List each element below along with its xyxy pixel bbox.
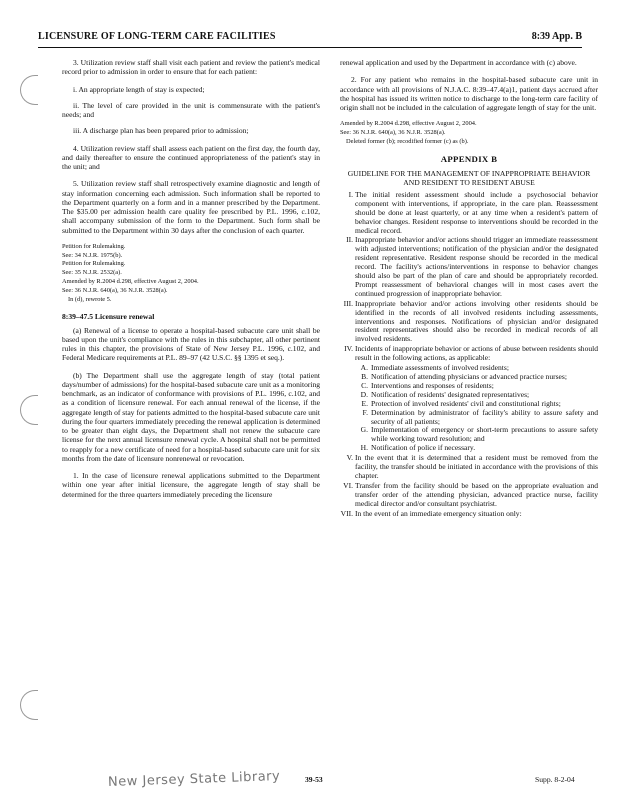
history-note [340, 120, 598, 145]
paragraph-b-1: 1. In the case of licensure renewal applications submitted to the Department within one year after initial licensure, the aggregate length of stay shall be determined for the three quarters immediately preceding the licensure [62, 471, 320, 499]
history-line: See: 34 N.J.R. 1975(b). [62, 251, 123, 259]
binder-hole [20, 395, 38, 425]
history-line: Deleted former (b); recodified former (c) as (b). [346, 137, 469, 145]
guideline-list [340, 191, 598, 519]
running-header [38, 30, 582, 48]
history-note [62, 243, 320, 304]
paragraph-3: 3. Utilization review staff shall visit each patient and review the patient's medical record prior to admission in order to ensure that for each patient: [62, 58, 320, 77]
paragraph-a: (a) Renewal of a license to operate a hospital-based subacute care unit shall be based upon the unit's compliance with the rules in this subchapter, all other pertinent rules in this chapter, the provisions of State of New Jersey P.L. 1996, c.102, and Federal Medicare requirements at P.L. 89–97 (42 U.S.C. §§ 1395 et seq.). [62, 325, 320, 363]
sub-list-item: H. Notification of police if necessary. [360, 443, 476, 453]
history-line: In (d), rewrote 5. [68, 295, 112, 303]
sub-list-item: B. Notification of attending physicians or advanced practice nurses; [361, 372, 567, 382]
header-section: 8:39 App. B [531, 31, 582, 42]
paragraph-2: 2. For any patient who remains in the hospital-based subacute care unit in accordance with all provisions of N.J.A.C. 8:39–47.4(a)1, patient days accrued after the hospital has issued its written notice to discharge to the long-term care facility of origin shall not be included in the calculation of aggregate length of stay for the unit. [340, 75, 598, 112]
page-number: 39-53 [305, 775, 323, 784]
sub-list-item: D. Notification of residents' designated representatives; [360, 389, 530, 399]
right-column [340, 58, 598, 520]
binder-hole [20, 75, 38, 105]
binder-hole [20, 690, 38, 720]
list-item: II. Inappropriate behavior and/or actions should trigger an immediate reassessment with adjusted interventions; notification of the physician and/or the designated resident representative. Resident response should be recorded in the medical record. The facility's actions/interventions in response to behavior changes should also be part of the plan of care and should be appropriately recorded. Prompt reassessment of behavioral changes will in most cases avert the continued progression of inappropriate behavior. [346, 235, 598, 298]
history-line: Amended by R.2004 d.298, effective August 2, 2004. [340, 120, 477, 128]
paragraph-b: (b) The Department shall use the aggregate length of stay (total patient days/number of admissions) for the hospital-based subacute care unit as a monitoring benchmark, as an indicator of conformance with provisions of P.L. 1996, c.102, and as a condition of licensure renewal. For each annual renewal of the license, if the aggregate length of stay for patients admitted to the hospital-based subacute care unit during the four quarters immediately preceding the renewal application is determined to be greater than eight days, the Department shall not renew the subacute care license for the next annual licensure renewal cycle. A hospital shall not be permitted to reapply for a new certificate of need for a hospital-based subacute care unit for six months from the date of licensure nonrenewal or revocation. [62, 370, 320, 463]
paragraph-4: 4. Utilization review staff shall assess each patient on the first day, the fourth day, and daily thereafter to ensure the continued appropriateness of the patient's stay in the unit; and [62, 143, 320, 171]
list-item: VI. Transfer from the facility should be based on the appropriate evaluation and transfer order of the attending physician, advanced practice nurse, facility medical director and/or consultant psychiatrist. [343, 480, 598, 508]
supplement-date: Supp. 8-2-04 [535, 775, 575, 784]
left-column [62, 58, 320, 507]
continued-paragraph: renewal application and used by the Department in accordance with (c) above. [340, 58, 577, 67]
history-line: See: 36 N.J.R. 640(a), 36 N.J.R. 3528(a). [340, 129, 446, 137]
paragraph-5: 5. Utilization review staff shall retrospectively examine diagnostic and length of stay information concerning each admission. Such information shall be reported to the Department quarterly on a form and in a manner prescribed by the Department. The $35.00 per admission health care quality fee prescribed by P.L. 1996, c.102, shall accompany submission of the form to the Department. Such form shall be submitted to the Department within 30 days after the conclusion of each quarter. [62, 179, 320, 235]
paragraph-3-i: i. An appropriate length of stay is expected; [73, 84, 205, 94]
sub-list-item: G. Implementation of emergency or short-term precautions to assure safety while working toward resolution; and [360, 425, 598, 444]
section-heading: 8:39–47.5 Licensure renewal [62, 312, 155, 322]
list-item: VII. In the event of an immediate emergency situation only: [340, 508, 522, 518]
guideline-title: GUIDELINE FOR THE MANAGEMENT OF INAPPROPRIATE BEHAVIOR AND RESIDENT TO RESIDENT ABUSE [347, 168, 591, 187]
sub-list-item: A. Immediate assessments of involved residents; [360, 363, 509, 373]
sub-list-item: E. Protection of involved residents' civil and constitutional rights; [361, 398, 561, 408]
list-item: III. Inappropriate behavior and/or actions involving other residents should be identified in the records of all involved residents including assessments, interventions and responses. Notifications of physician and/or designated resident representatives should also be recorded in medical records of all involved residents. [343, 298, 598, 344]
sub-list [355, 364, 598, 453]
library-stamp: New Jersey State Library [107, 768, 281, 791]
paragraph-3-ii: ii. The level of care provided in the unit is commensurate with the patient's needs; and [62, 100, 320, 119]
history-line: See: 36 N.J.R. 640(a), 36 N.J.R. 3528(a). [62, 286, 168, 294]
sub-list-item: C. Interventions and responses of residents; [361, 380, 494, 390]
history-line: Amended by R.2004 d.298, effective August 2, 2004. [62, 277, 199, 285]
appendix-title: APPENDIX B [440, 153, 498, 164]
sub-list-item: F. Determination by administrator of facility's ability to assure safety and security of all patients; [362, 407, 598, 426]
list-item: I. The initial resident assessment should include a psychosocial behavior component with interventions, if appropriate, in the care plan. Reassessment should be done at least quarterly, or at any time when a resident's pattern of behavior changes. Resident response to interventions should be recorded in the medical record. [348, 189, 598, 235]
history-line: Petition for Rulemaking. [62, 242, 126, 250]
history-line: Petition for Rulemaking. [62, 260, 126, 268]
list-item: V. In the event that it is determined that a resident must be removed from the facility, the transfer should be initiated in accordance with the provisions of this chapter. [346, 453, 598, 480]
header-title: LICENSURE OF LONG-TERM CARE FACILITIES [38, 31, 276, 42]
list-item: IV. Incidents of inappropriate behavior or actions of abuse between residents should result in the following actions, as applicable: A. Immediate assessments of involved residents; B. Notification of attending physicians or advanced practice nurses; C. Interventions and responses of residents; D. Notification of residents' designated representatives; E. Protection of involved residents' civil and constitutional rights; F. Determination by administrator of facility's ability to assure safety and security of all patients; G. Implementation of emergency or short-term precautions to assure safety while working toward resolution; and H. Notification of police if necessary. [344, 344, 598, 453]
history-line: See: 35 N.J.R. 2532(a). [62, 269, 122, 277]
paragraph-3-iii: iii. A discharge plan has been prepared prior to admission; [73, 126, 249, 136]
